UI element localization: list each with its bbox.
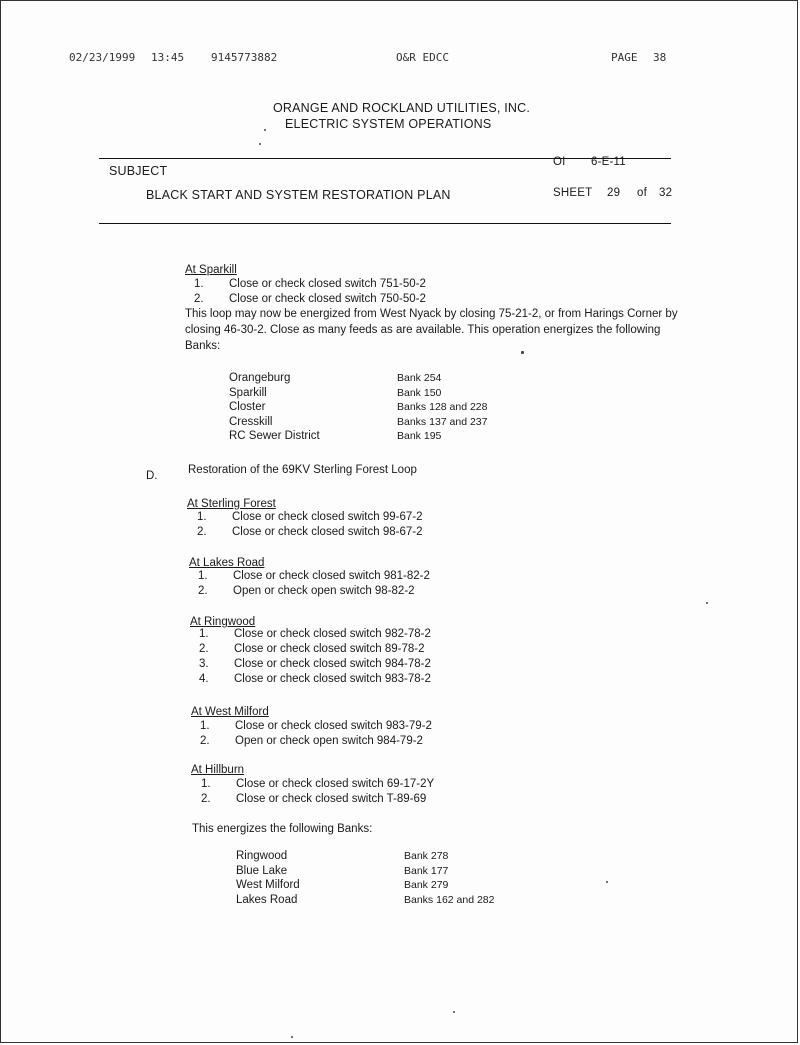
step-number: 2.	[198, 585, 208, 597]
bank-number: Bank 278	[404, 850, 449, 862]
bank-location: RC Sewer District	[229, 430, 320, 442]
fax-time: 13:45	[151, 51, 185, 64]
step-number: 2.	[197, 526, 207, 538]
step-number: 2.	[199, 643, 209, 655]
scan-speck	[259, 143, 261, 145]
step-number: 1.	[201, 778, 211, 790]
section-heading-ringwood: At Ringwood	[190, 616, 256, 628]
step-text: Close or check closed switch 983-79-2	[235, 720, 432, 732]
step-text: Close or check closed switch 981-82-2	[233, 570, 430, 582]
bank-number: Banks 162 and 282	[404, 893, 495, 906]
subject-label: SUBJECT	[109, 164, 168, 178]
bank-location: Cresskill	[229, 415, 273, 428]
step-text: Close or check closed switch 750-50-2	[229, 293, 426, 305]
bank-number: Banks 128 and 228	[397, 401, 488, 413]
step-number: 1.	[197, 511, 207, 523]
energizes-text: This energizes the following Banks:	[192, 823, 373, 835]
header-rule-top	[99, 158, 671, 159]
bank-location: Ringwood	[236, 850, 288, 862]
bank-number: Bank 150	[397, 386, 442, 399]
step-number: 1.	[199, 628, 209, 640]
section-letter: D.	[146, 470, 158, 482]
fax-phone: 9145773882	[211, 51, 278, 64]
step-number: 1.	[194, 278, 204, 290]
bank-location: Sparkill	[229, 386, 267, 399]
bank-location: Lakes Road	[236, 893, 298, 906]
fax-sender: O&R EDCC	[396, 51, 449, 64]
company-name: ORANGE AND ROCKLAND UTILITIES, INC.	[273, 101, 531, 115]
step-text: Close or check closed switch 99-67-2	[232, 511, 423, 523]
sheet-of: of	[637, 187, 647, 199]
bank-location: West Milford	[236, 879, 300, 891]
sheet-label: SHEET	[553, 187, 593, 199]
step-text: Close or check closed switch 89-78-2	[234, 643, 425, 655]
step-text: Open or check open switch 984-79-2	[235, 735, 423, 747]
sheet-total: 32	[659, 187, 673, 199]
bank-location: Orangeburg	[229, 372, 291, 384]
step-text: Close or check closed switch 982-78-2	[234, 628, 431, 640]
section-heading-west-milford: At West Milford	[191, 706, 269, 718]
bank-number: Bank 195	[397, 430, 442, 442]
fax-page-number: 38	[653, 51, 667, 64]
step-text: Close or check closed switch 69-17-2Y	[236, 778, 435, 790]
step-number: 2.	[194, 293, 204, 305]
step-text: Close or check closed switch T-89-69	[236, 793, 427, 805]
scan-speck	[264, 129, 266, 131]
step-number: 4.	[199, 673, 209, 685]
bank-number: Bank 254	[397, 372, 442, 384]
scan-speck	[521, 351, 524, 354]
bank-number: Bank 177	[404, 864, 449, 877]
section-heading-hillburn: At Hillburn	[191, 764, 245, 776]
section-heading-sparkill: At Sparkill	[185, 264, 237, 276]
doc-code: 6-E-11	[591, 156, 626, 168]
bank-location: Closter	[229, 401, 266, 413]
step-number: 3.	[199, 658, 209, 670]
scan-speck	[706, 602, 708, 604]
step-number: 2.	[200, 735, 210, 747]
bank-location: Blue Lake	[236, 864, 288, 877]
scan-speck	[291, 1036, 293, 1038]
section-heading-sterling-forest: At Sterling Forest	[187, 498, 276, 510]
step-text: Close or check closed switch 751-50-2	[229, 278, 426, 290]
scan-speck	[606, 881, 608, 883]
fax-page-label: PAGE	[611, 51, 638, 64]
doc-prefix: OI	[553, 156, 566, 168]
step-text: Close or check closed switch 983-78-2	[234, 673, 431, 685]
step-text: Close or check closed switch 984-78-2	[234, 658, 431, 670]
bank-number: Banks 137 and 237	[397, 415, 488, 428]
step-text: Open or check open switch 98-82-2	[233, 585, 415, 597]
fax-date: 02/23/1999	[69, 51, 136, 64]
loop-paragraph: This loop may now be energized from West Nyack by closing 75-21-2, or from Harings Corner by closing 46-30-2. Close as many feeds as are available. This operation energizes the following Banks:	[185, 308, 678, 352]
company-department: ELECTRIC SYSTEM OPERATIONS	[285, 117, 492, 131]
header-rule-bottom	[99, 223, 671, 224]
bank-number: Bank 279	[404, 879, 449, 891]
step-text: Close or check closed switch 98-67-2	[232, 526, 423, 538]
scan-speck	[453, 1011, 455, 1013]
section-heading-lakes-road: At Lakes Road	[189, 557, 265, 569]
step-number: 2.	[201, 793, 211, 805]
step-number: 1.	[200, 720, 210, 732]
section-title: Restoration of the 69KV Sterling Forest Loop	[188, 464, 417, 476]
sheet-number: 29	[607, 187, 621, 199]
step-number: 1.	[198, 570, 208, 582]
subject-title: BLACK START AND SYSTEM RESTORATION PLAN	[146, 188, 451, 202]
